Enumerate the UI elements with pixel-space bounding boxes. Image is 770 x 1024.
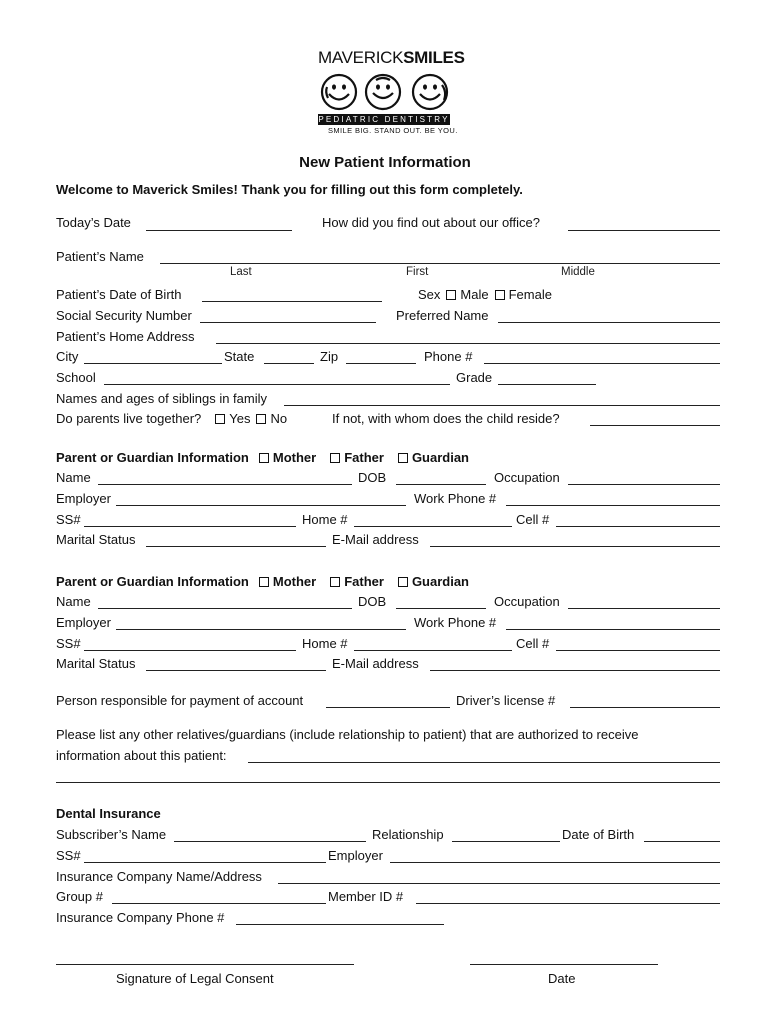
no-label: No (270, 411, 288, 426)
female-label: Female (508, 287, 552, 302)
school-field[interactable] (104, 384, 450, 385)
parents-together-group (56, 411, 287, 426)
insurance-employer-field[interactable] (390, 862, 720, 863)
insurance-dob-label: Date of Birth (562, 827, 635, 842)
school-label: School (56, 370, 96, 385)
guardian1-guardian-checkbox[interactable] (398, 453, 408, 463)
subscriber-field[interactable] (174, 841, 366, 842)
guardian2-mother-label: Mother (272, 574, 317, 589)
logo-word-maverick: MAVERICK (318, 48, 404, 67)
drivers-license-field[interactable] (570, 707, 720, 708)
grade-label: Grade (456, 370, 493, 385)
guardian2-home-label: Home # (302, 636, 348, 651)
member-id-label: Member ID # (328, 889, 404, 904)
signature-date-label: Date (548, 971, 576, 986)
preferred-name-field[interactable] (498, 322, 720, 323)
guardian1-heading: Parent or Guardian Information (56, 450, 249, 465)
todays-date-field[interactable] (146, 230, 292, 231)
guardian2-work-phone-label: Work Phone # (414, 615, 497, 630)
sub-label-middle: Middle (561, 266, 595, 278)
guardian2-cell-label: Cell # (516, 636, 550, 651)
guardian1-cell-label: Cell # (516, 512, 550, 527)
group-field[interactable] (112, 903, 326, 904)
how-find-label: How did you find out about our office? (322, 215, 541, 230)
how-find-field[interactable] (568, 230, 720, 231)
relatives-text-line2: information about this patient: (56, 748, 227, 763)
zip-label: Zip (320, 349, 339, 364)
guardian2-father-checkbox[interactable] (330, 577, 340, 587)
insurance-company-field[interactable] (278, 883, 720, 884)
insurance-ss-field[interactable] (84, 862, 326, 863)
logo-word-smiles: SMILES (403, 48, 465, 67)
guardian1-mother-label: Mother (272, 450, 317, 465)
guardian1-email-label: E-Mail address (332, 532, 419, 547)
city-label: City (56, 349, 79, 364)
payment-responsible-label: Person responsible for payment of account (56, 693, 304, 708)
guardian2-home-field[interactable] (354, 650, 512, 651)
ssn-field[interactable] (200, 322, 376, 323)
yes-label: Yes (229, 411, 251, 426)
guardian2-work-phone-field[interactable] (506, 629, 720, 630)
dob-label: Patient’s Date of Birth (56, 287, 182, 302)
preferred-name-label: Preferred Name (396, 308, 489, 323)
yes-checkbox[interactable] (215, 414, 225, 424)
insurance-phone-field[interactable] (236, 924, 444, 925)
relatives-text-line1: Please list any other relatives/guardians (include relationship to patient) that are authorized to receive (56, 727, 639, 742)
dob-field[interactable] (202, 301, 382, 302)
relationship-label: Relationship (372, 827, 444, 842)
guardian2-occupation-field[interactable] (568, 608, 720, 609)
smiley-faces-icon (318, 72, 453, 114)
city-field[interactable] (84, 363, 222, 364)
state-field[interactable] (264, 363, 314, 364)
signature-field[interactable] (56, 964, 354, 965)
guardian2-employer-label: Employer (56, 615, 111, 630)
guardian2-mother-checkbox[interactable] (259, 577, 269, 587)
guardian2-ss-field[interactable] (84, 650, 296, 651)
female-checkbox[interactable] (495, 290, 505, 300)
siblings-field[interactable] (284, 405, 720, 406)
guardian2-dob-field[interactable] (396, 608, 486, 609)
guardian1-email-field[interactable] (430, 546, 720, 547)
guardian1-marital-field[interactable] (146, 546, 326, 547)
logo-band: PEDIATRIC DENTISTRY (318, 115, 450, 124)
guardian1-employer-field[interactable] (116, 505, 406, 506)
no-checkbox[interactable] (256, 414, 266, 424)
guardian1-mother-checkbox[interactable] (259, 453, 269, 463)
parents-together-label: Do parents live together? (56, 411, 202, 426)
home-address-label: Patient’s Home Address (56, 329, 195, 344)
relationship-field[interactable] (452, 841, 560, 842)
guardian1-father-label: Father (344, 450, 384, 465)
guardian2-dob-label: DOB (358, 594, 387, 609)
guardian1-dob-field[interactable] (396, 484, 486, 485)
state-label: State (224, 349, 255, 364)
guardian1-ss-label: SS# (56, 512, 81, 527)
guardian2-heading: Parent or Guardian Information (56, 574, 249, 589)
guardian2-email-label: E-Mail address (332, 656, 419, 671)
guardian2-marital-field[interactable] (146, 670, 326, 671)
if-not-label: If not, with whom does the child reside? (332, 411, 560, 426)
insurance-ss-label: SS# (56, 848, 81, 863)
sex-group (418, 287, 552, 302)
zip-field[interactable] (346, 363, 416, 364)
guardian1-home-field[interactable] (354, 526, 512, 527)
guardian1-occupation-field[interactable] (568, 484, 720, 485)
guardian2-email-field[interactable] (430, 670, 720, 671)
guardian2-occupation-label: Occupation (494, 594, 560, 609)
guardian2-father-label: Father (344, 574, 384, 589)
guardian1-dob-label: DOB (358, 470, 387, 485)
home-address-field[interactable] (216, 343, 720, 344)
insurance-dob-field[interactable] (644, 841, 720, 842)
payment-responsible-field[interactable] (326, 707, 450, 708)
grade-field[interactable] (498, 384, 596, 385)
guardian1-guardian-label: Guardian (411, 450, 470, 465)
guardian2-heading-group (56, 574, 469, 589)
guardian1-occupation-label: Occupation (494, 470, 560, 485)
insurance-employer-label: Employer (328, 848, 383, 863)
guardian1-employer-label: Employer (56, 491, 111, 506)
guardian1-marital-label: Marital Status (56, 532, 136, 547)
signature-date-field[interactable] (470, 964, 658, 965)
insurance-company-label: Insurance Company Name/Address (56, 869, 262, 884)
drivers-license-label: Driver’s license # (456, 693, 556, 708)
guardian2-employer-field[interactable] (116, 629, 406, 630)
relatives-field-1[interactable] (248, 762, 720, 763)
relatives-field-2[interactable] (56, 782, 720, 783)
guardian2-name-field[interactable] (98, 608, 352, 609)
todays-date-label: Today’s Date (56, 215, 131, 230)
siblings-label: Names and ages of siblings in family (56, 391, 267, 406)
logo-tagline: SMILE BIG. STAND OUT. BE YOU. (328, 126, 458, 135)
guardian2-guardian-checkbox[interactable] (398, 577, 408, 587)
welcome-text: Welcome to Maverick Smiles! Thank you for filling out this form completely. (56, 182, 523, 197)
sub-label-last: Last (230, 266, 252, 278)
guardian1-name-label: Name (56, 470, 91, 485)
patient-name-label: Patient’s Name (56, 249, 144, 264)
guardian1-ss-field[interactable] (84, 526, 296, 527)
guardian2-name-label: Name (56, 594, 91, 609)
member-id-field[interactable] (416, 903, 720, 904)
group-label: Group # (56, 889, 103, 904)
male-label: Male (460, 287, 489, 302)
guardian1-home-label: Home # (302, 512, 348, 527)
sub-label-first: First (406, 266, 429, 278)
insurance-phone-label: Insurance Company Phone # (56, 910, 225, 925)
ssn-label: Social Security Number (56, 308, 192, 323)
guardian2-marital-label: Marital Status (56, 656, 136, 671)
if-not-field[interactable] (590, 425, 720, 426)
guardian2-cell-field[interactable] (556, 650, 720, 651)
guardian2-ss-label: SS# (56, 636, 81, 651)
phone-field[interactable] (484, 363, 720, 364)
sex-label: Sex (418, 287, 441, 302)
guardian2-guardian-label: Guardian (411, 574, 470, 589)
insurance-heading: Dental Insurance (56, 806, 161, 821)
subscriber-label: Subscriber’s Name (56, 827, 167, 842)
guardian1-work-phone-label: Work Phone # (414, 491, 497, 506)
guardian1-cell-field[interactable] (556, 526, 720, 527)
guardian1-father-checkbox[interactable] (330, 453, 340, 463)
patient-name-field[interactable] (160, 263, 720, 264)
signature-label: Signature of Legal Consent (116, 971, 274, 986)
phone-label: Phone # (424, 349, 473, 364)
page-title: New Patient Information (299, 154, 471, 171)
guardian1-name-field[interactable] (98, 484, 352, 485)
male-checkbox[interactable] (446, 290, 456, 300)
guardian1-heading-group (56, 450, 469, 465)
guardian1-work-phone-field[interactable] (506, 505, 720, 506)
